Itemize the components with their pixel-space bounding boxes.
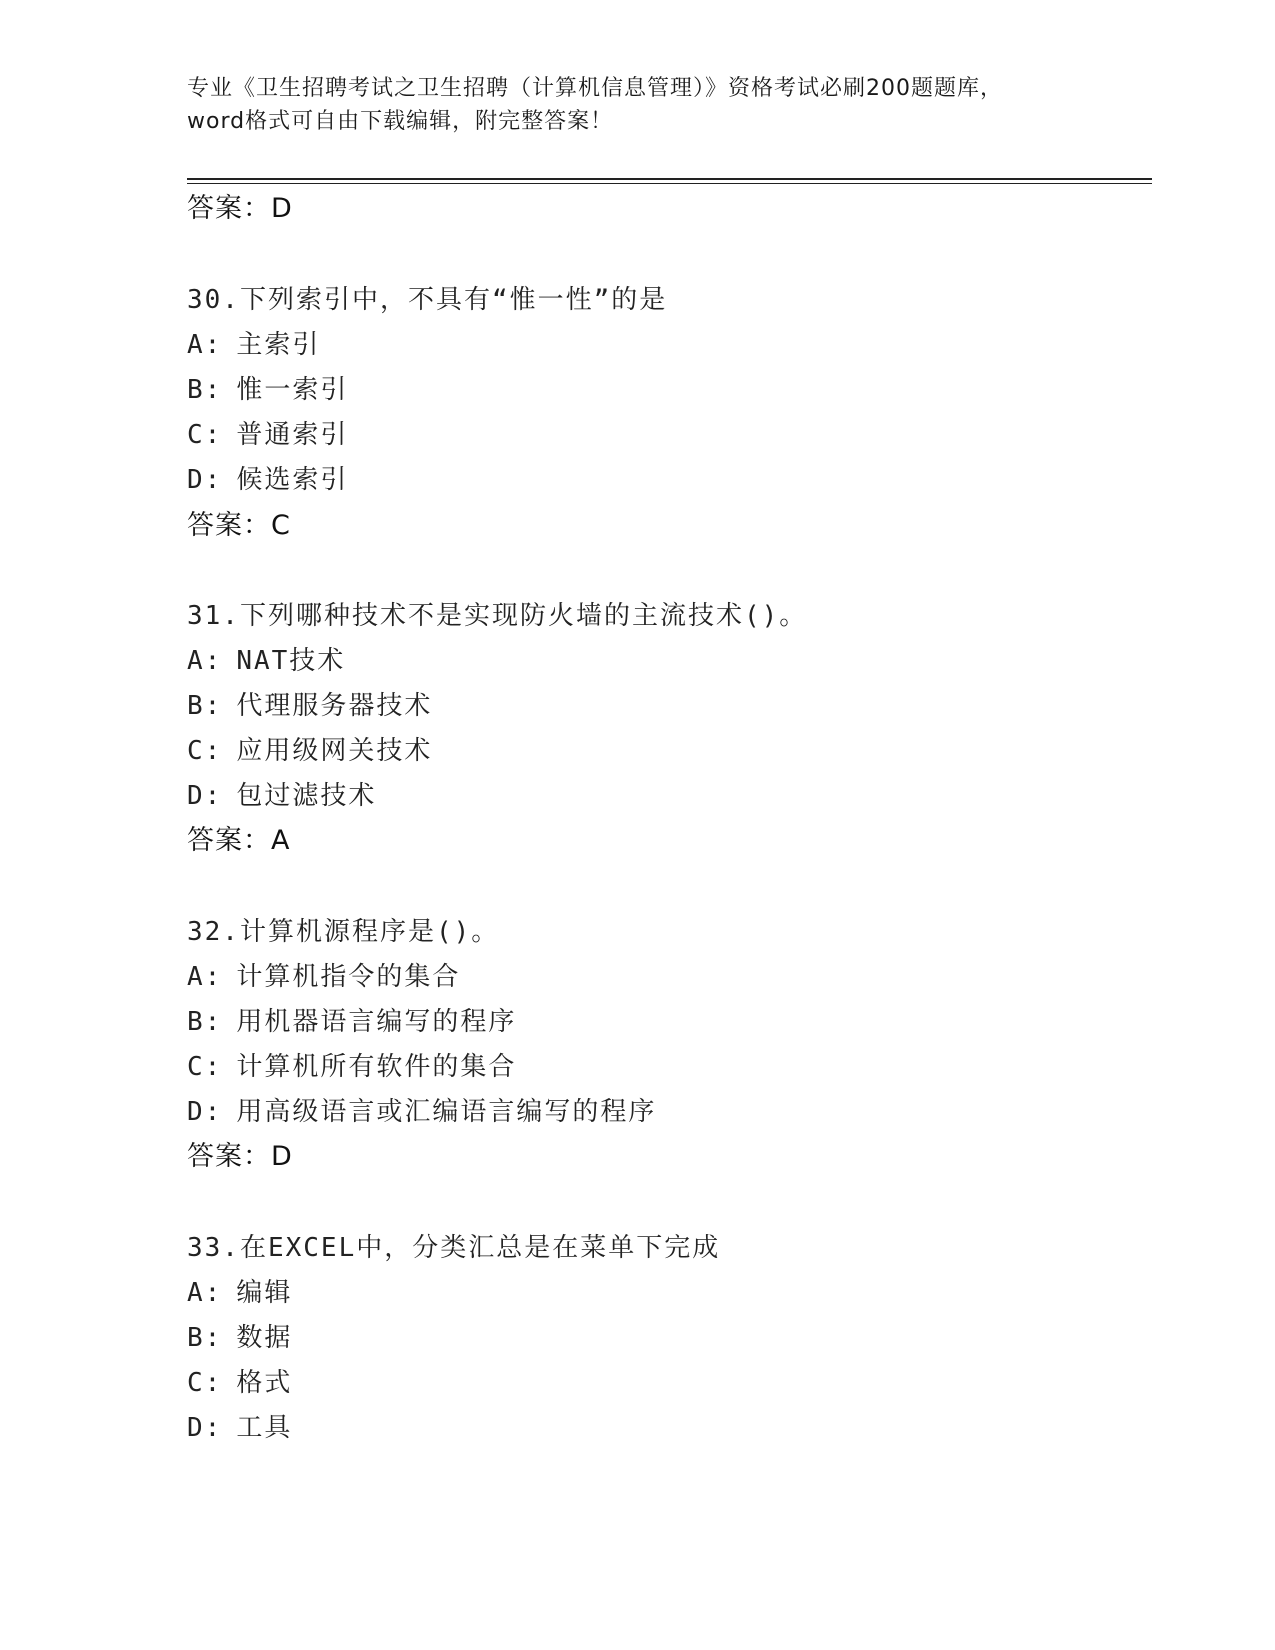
option-label: A:: [187, 646, 223, 676]
question-33-option-a: [187, 1275, 292, 1311]
header-divider: [187, 178, 1152, 184]
question-33-option-c: [187, 1365, 292, 1401]
question-32-stem: 32.计算机源程序是()。: [187, 917, 500, 947]
question-32-option-a: [187, 959, 460, 995]
question-31-option-b: [187, 688, 432, 724]
question-30-option-d: [187, 462, 348, 498]
answer-value: D: [271, 193, 293, 224]
option-label: C:: [187, 420, 223, 450]
option-label: A:: [187, 1278, 223, 1308]
option-text: NAT技术: [236, 646, 346, 676]
question-31-stem: 31.下列哪种技术不是实现防火墙的主流技术()。: [187, 601, 808, 631]
option-text: 工具: [236, 1413, 293, 1443]
answer-value: A: [271, 825, 291, 856]
answer-label: 答案：: [187, 193, 271, 224]
question-33-option-b: [187, 1320, 292, 1356]
question-31-option-a: [187, 643, 345, 679]
header-line-2: word格式可自由下载编辑，附完整答案！: [187, 109, 614, 134]
option-text: 候选索引: [236, 465, 349, 495]
option-text: 代理服务器技术: [236, 691, 433, 721]
question-32-option-d: [187, 1094, 656, 1130]
option-text: 应用级网关技术: [236, 736, 433, 766]
question-31-answer: [187, 823, 290, 859]
option-label: B:: [187, 1323, 223, 1353]
question-30-option-b: [187, 372, 348, 408]
option-label: C:: [187, 1368, 223, 1398]
option-text: 用高级语言或汇编语言编写的程序: [236, 1097, 657, 1127]
document-header: [187, 72, 1087, 138]
option-label: D:: [187, 465, 223, 495]
option-text: 数据: [236, 1323, 293, 1353]
question-30-stem: 30.下列索引中，不具有“惟一性”的是: [187, 285, 668, 315]
question-33-stem: 33.在EXCEL中，分类汇总是在菜单下完成: [187, 1233, 721, 1263]
question-32-answer: [187, 1139, 293, 1175]
option-label: D:: [187, 781, 223, 811]
option-label: C:: [187, 736, 223, 766]
option-label: B:: [187, 691, 223, 721]
option-text: 格式: [236, 1368, 293, 1398]
answer-label: 答案：: [187, 510, 271, 541]
option-text: 包过滤技术: [236, 781, 377, 811]
option-text: 普通索引: [236, 420, 349, 450]
answer-value: D: [271, 1141, 293, 1172]
option-text: 用机器语言编写的程序: [236, 1007, 517, 1037]
question-31-option-d: [187, 778, 376, 814]
option-label: A:: [187, 962, 223, 992]
answer-label: 答案：: [187, 1141, 271, 1172]
question-30-answer: [187, 508, 291, 544]
question-30-option-a: [187, 327, 320, 363]
option-text: 主索引: [236, 330, 321, 360]
question-32-option-c: [187, 1049, 516, 1085]
option-text: 计算机所有软件的集合: [236, 1052, 517, 1082]
answer-prev: [187, 191, 293, 227]
option-label: A:: [187, 330, 223, 360]
option-label: D:: [187, 1097, 223, 1127]
option-label: B:: [187, 1007, 223, 1037]
question-32-option-b: [187, 1004, 516, 1040]
answer-value: C: [271, 510, 291, 541]
option-text: 计算机指令的集合: [236, 962, 461, 992]
option-text: 惟一索引: [236, 375, 349, 405]
header-line-1: 专业《卫生招聘考试之卫生招聘（计算机信息管理）》资格考试必刷200题题库，: [187, 76, 1003, 101]
question-31-option-c: [187, 733, 432, 769]
option-label: B:: [187, 375, 223, 405]
question-33-option-d: [187, 1410, 292, 1446]
option-text: 编辑: [236, 1278, 293, 1308]
question-30-option-c: [187, 417, 348, 453]
option-label: C:: [187, 1052, 223, 1082]
option-label: D:: [187, 1413, 223, 1443]
answer-label: 答案：: [187, 825, 271, 856]
